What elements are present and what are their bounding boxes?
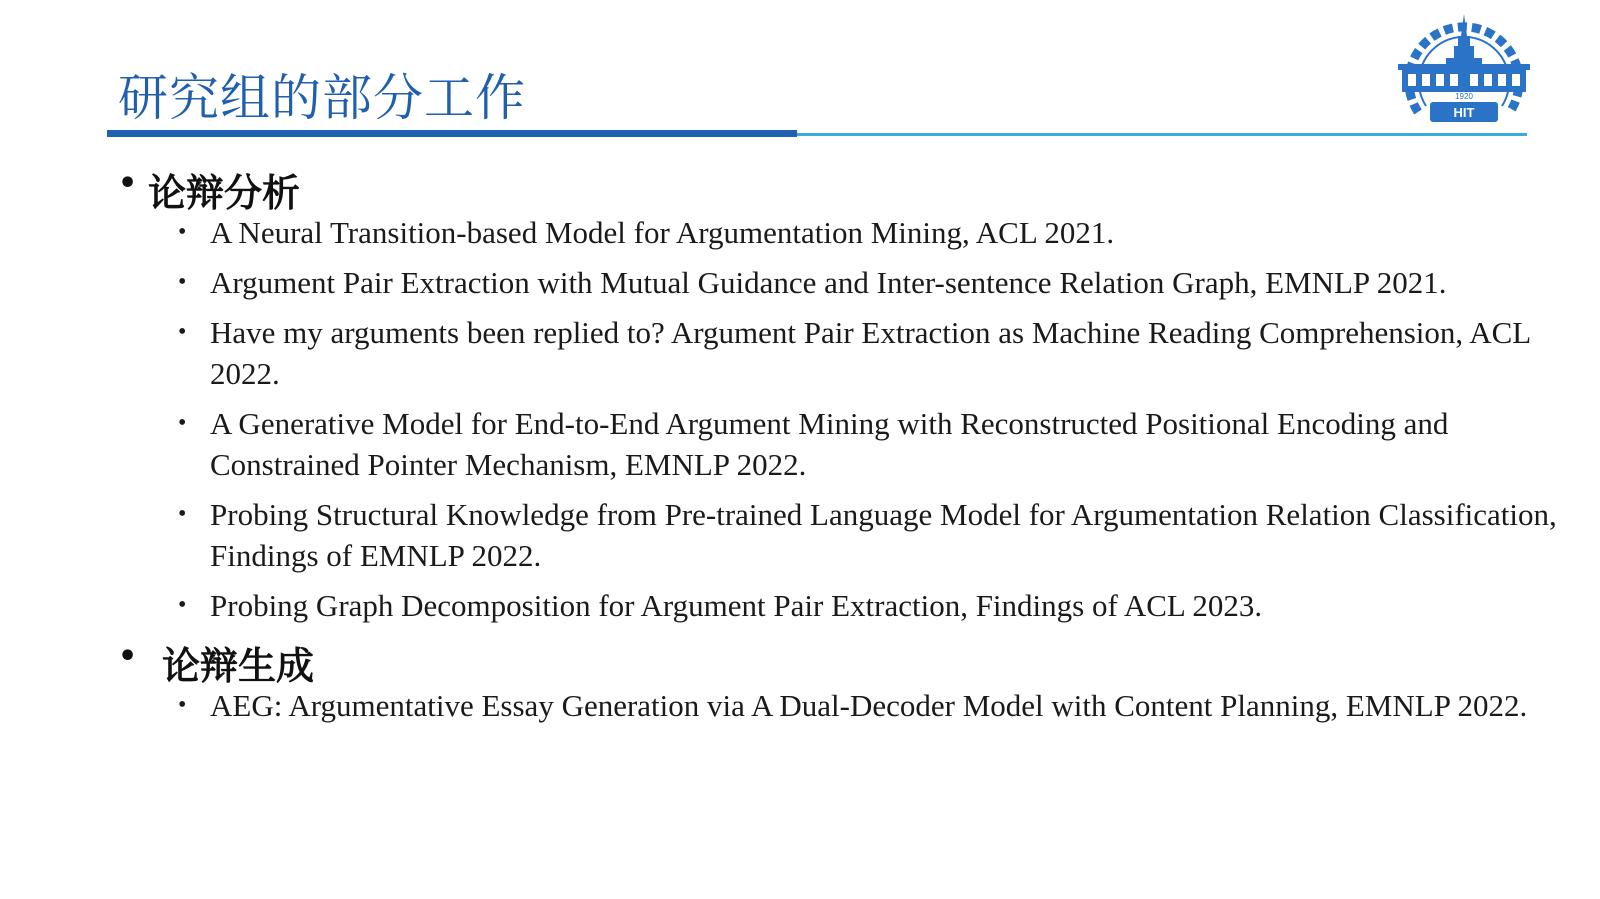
paper-citation: A Neural Transition-based Model for Argumentation Mining, ACL 2021. [210, 215, 1115, 250]
title-underline-dark [107, 130, 797, 137]
list-item: • A Generative Model for End-to-End Argument Mining with Reconstructed Positional Encoding and Constrained Pointer Mechanism, EMNLP 2022. [178, 406, 1449, 482]
paper-list-analysis [118, 212, 1558, 626]
paper-citation: Probing Structural Knowledge from Pre-trained Language Model for Argumentation Relation Classification, Findings of EMNLP 2022. [210, 497, 1557, 573]
paper-citation: AEG: Argumentative Essay Generation via A Dual-Decoder Model with Content Planning, EMNLP 2022. [210, 688, 1528, 723]
paper-list-generation [118, 685, 1558, 726]
paper-citation: Have my arguments been replied to? Argument Pair Extraction as Machine Reading Comprehension, ACL 2022. [210, 315, 1531, 391]
logo-year: 1920 [1455, 92, 1473, 101]
list-item: • A Neural Transition-based Model for Argumentation Mining, ACL 2021. [178, 215, 1115, 250]
section-heading: • 论辩生成 [118, 635, 1558, 685]
paper-citation: A Generative Model for End-to-End Argument Mining with Reconstructed Positional Encoding and Constrained Pointer Mechanism, EMNLP 2022. [210, 406, 1449, 482]
logo-abbr: HIT [1453, 105, 1475, 120]
section-heading-text: 论辩分析 [148, 171, 301, 215]
list-item: • AEG: Argumentative Essay Generation via A Dual-Decoder Model with Content Planning, EMNLP 2022. [178, 688, 1528, 723]
content [118, 162, 1558, 735]
list-item: • Probing Graph Decomposition for Argument Pair Extraction, Findings of ACL 2023. [178, 588, 1263, 623]
section-heading: • 论辩分析 [118, 162, 1558, 212]
paper-citation: Argument Pair Extraction with Mutual Guidance and Inter-sentence Relation Graph, EMNLP 2021. [210, 265, 1447, 300]
slide-title: 研究组的部分工作 [118, 69, 526, 127]
hit-logo-icon [1390, 2, 1538, 138]
section-heading-text: 论辩生成 [162, 644, 315, 688]
list-item: • Probing Structural Knowledge from Pre-trained Language Model for Argumentation Relation Classification, Findings of EMNLP 2022. [178, 497, 1557, 573]
list-item: • Have my arguments been replied to? Argument Pair Extraction as Machine Reading Comprehension, ACL 2022. [178, 315, 1531, 391]
paper-citation: Probing Graph Decomposition for Argument Pair Extraction, Findings of ACL 2023. [210, 588, 1263, 623]
list-item: • Argument Pair Extraction with Mutual Guidance and Inter-sentence Relation Graph, EMNLP 2021. [178, 265, 1447, 300]
